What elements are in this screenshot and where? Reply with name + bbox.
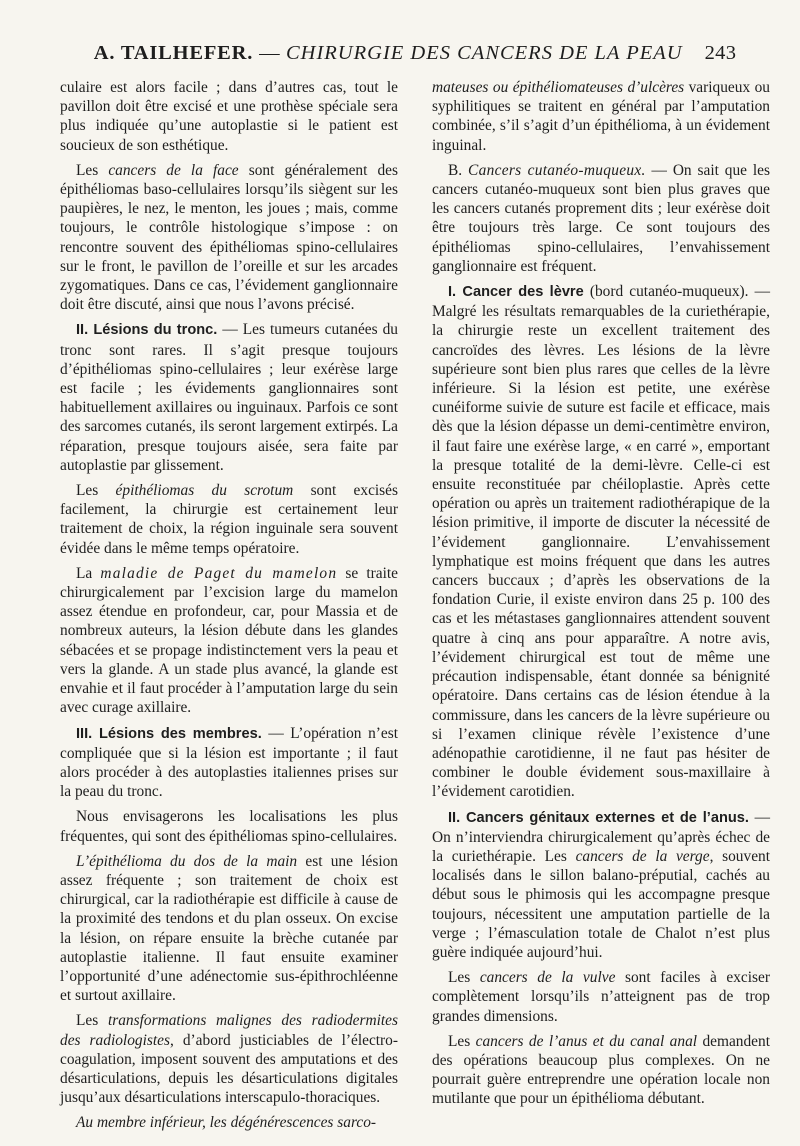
section-heading: III. Lésions des membres. xyxy=(76,725,262,742)
paragraph-text: , souvent localisés dans le sillon balano-préputial, cachés au début sous le phimosis qui les accompagne presque toujours, nécessitent une amputation partielle de la verge ; l’émasculation totale de Chalot n’est plus guère indiquée aujourd’hui. xyxy=(432,847,771,961)
section-lesions-tronc xyxy=(60,320,398,475)
paragraph-text: Les xyxy=(76,482,116,500)
paragraph-text: variqueux ou syphilitiques se traitent en général par l’amputation combinée, s’il s’agit d’un épithélioma, à un évidement inguinal. xyxy=(432,79,770,154)
section-label: B. xyxy=(448,161,469,179)
paragraph-text: se traite chirurgicalement par l’excision large du mamelon assez étendue en profondeur, car, pour Massia et de nombreux auteurs, la lésion débute dans les glandes sébacées et se propage indistinctement vers la peau et vers la glande. A un stade plus avancé, la glande est envahie et il faut procéder à l’amputation large du sein avec curage axillaire. xyxy=(60,564,398,717)
paragraph-continued xyxy=(432,78,770,155)
paragraph-scrotum xyxy=(60,481,398,558)
paragraph-text: culaire est alors facile ; dans d’autres cas, tout le pavillon doit être excisé et une prothèse spéciale sera plus indiquée qu’une autoplastie si le patient est soucieux de son esthétique. xyxy=(60,79,398,154)
section-heading: Cancers cutanéo-muqueux. xyxy=(468,161,646,179)
paragraph xyxy=(60,78,398,155)
italic-term: Au membre inférieur, les dégénérescences sarco- xyxy=(76,1114,377,1132)
left-column xyxy=(60,78,398,1139)
italic-term: cancers de la face xyxy=(108,161,239,179)
paragraph-text: — On sait que les cancers cutanéo-muqueux sont bien plus graves que les cancers cutanés proprement dits ; leur exérèse doit être toujours très large. Ce sont toujours des épithéliomas spino-cellulaires, l’envahissement ganglionnaire est fréquent. xyxy=(432,161,770,275)
paragraph-text: — L’opération n’est compliquée que si la lésion est importante ; il faut alors procéder à des autoplasties italiennes prises sur la peau du tronc. xyxy=(60,724,398,801)
section-cancers-cutaneo-muqueux xyxy=(432,161,770,276)
paragraph-text: demandent des opérations beaucoup plus complexes. On ne pourrait guère entreprendre une opération locale non mutilante que pour un épithélioma débutant. xyxy=(432,1032,770,1108)
running-head-separator: — xyxy=(259,42,280,64)
paragraph-dos-main xyxy=(60,852,398,1006)
section-cancer-levre xyxy=(432,282,770,801)
paragraph-text: Les xyxy=(76,1012,108,1030)
running-head xyxy=(60,42,770,70)
paragraph-cancers-face xyxy=(60,161,398,315)
paragraph-text: sont excisés facilement, la chirurgie est certainement leur traitement de choix, la région inguinale sera souvent évidée dans le même temps opératoire. xyxy=(60,482,398,557)
italic-term: mateuses ou épithéliomateuses d’ulcères xyxy=(432,79,685,96)
paragraph-text: est une lésion assez fréquente ; son traitement de choix est chirurgical, car la radiothérapie est difficile à cause de la proximité des tendons et du plan osseux. On excise la lésion, on répare ensuite la brèche cutanée par autoplastie italienne. Il faut ensuite examiner l’opportunité d’une adénectomie sus-épithrochléenne et surtout axillaire. xyxy=(60,852,398,1005)
section-lesions-membres xyxy=(60,724,398,802)
running-head-title: CHIRURGIE DES CANCERS DE LA PEAU xyxy=(285,42,683,64)
italic-term: cancers de la vulve xyxy=(479,969,616,987)
italic-term: maladie de Paget du mamelon xyxy=(100,564,338,582)
section-heading: II. Cancers génitaux externes et de l’anus. xyxy=(448,809,749,826)
paragraph xyxy=(60,807,398,845)
paragraph-text: Les xyxy=(448,1032,476,1050)
section-cancers-genitaux xyxy=(432,808,770,963)
paragraph-text: — Les tumeurs cutanées du tronc sont rares. Il s’agit presque toujours d’épithéliomas spino-cellulaires ; leur exérèse large est facile ; les évidements ganglionnaires sont habituellement axillaires ou inguinaux. Parfois ce sont des sarcomes cutanés, ils seront largement extirpés. La réparation, presque toujours aisée, sera faite par autoplastie par glissement. xyxy=(60,321,399,474)
paragraph-vulve xyxy=(432,968,770,1026)
text-columns xyxy=(60,78,770,1139)
italic-term: épithéliomas du scrotum xyxy=(115,482,294,500)
paragraph-anus xyxy=(432,1032,770,1109)
paragraph-text: La xyxy=(76,564,101,582)
italic-term: transformations malignes des radiodermites des radiologistes xyxy=(60,1012,398,1049)
page-number: 243 xyxy=(704,42,737,64)
paragraph-text: Nous envisagerons les localisations les plus fréquentes, qui sont des épithéliomas spino-cellulaires. xyxy=(60,808,398,845)
paragraph-text: (bord cutanéo-muqueux). — Malgré les résultats remarquables de la curiethérapie, la chirurgie reste un excellent traitement des cancroïdes des lèvres. Les lésions de la lèvre supérieure sont bien plus rares que celles de la lèvre inférieure. Si la lésion est petite, une exérèse cunéiforme suivie de suture est facile et efficace, mais dès que la lésion dépasse un demi-centimètre environ, il faut faire une exérèse large, « en carré », emportant la presque totalité de la demi-lèvre. Celle-ci est ensuite reconstituée par chéiloplastie. Après cette opération ou après un traitement radiothérapique de la lésion primitive, il importe de discuter la nécessité de l’évidement ganglionnaire. L’envahissement lymphatique est moins fréquent que dans les autres cancers buccaux ; d’après les observations de la fondation Curie, il existe environ dans 25 p. 100 des cas et les métastases ganglionnaires attendent souvent quatre à cinq ans pour apparaître. A notre avis, l’évidement chirurgical est tout de même une précaution indispensable, étant donnée sa bénignité opératoire. Dans certains cas de lésion étendue à la commissure, dans les cancers de la lèvre supérieure ou si l’examen clinique révèle l’existence d’une adénopathie carotidienne, il ne faut pas hésiter de combiner le double évidement sous-maxillaire à l’évidement carotidien. xyxy=(432,283,770,801)
paragraph-text: Les xyxy=(76,161,109,179)
right-column xyxy=(432,78,770,1139)
section-heading: I. Cancer des lèvre xyxy=(448,284,584,301)
paragraph-text: — On n’interviendra chirurgicalement qu’après échec de la curiethérapie. Les xyxy=(432,808,770,865)
italic-term: L’épithélioma du dos de la main xyxy=(76,852,298,870)
italic-term: cancers de l’anus et du canal anal xyxy=(475,1032,698,1050)
paragraph-radiodermites xyxy=(60,1011,398,1107)
section-heading: II. Lésions du tronc. xyxy=(76,322,218,339)
paragraph-text: sont faciles à exciser complètement lorsqu’ils n’atteignent pas de trop grandes dimensions. xyxy=(432,969,770,1025)
running-head-author: A. TAILHEFER. xyxy=(93,42,254,64)
paragraph-text: Les xyxy=(448,969,480,987)
paragraph-paget xyxy=(60,564,398,718)
italic-term: cancers de la verge xyxy=(575,847,710,865)
paragraph-membre-inferieur xyxy=(60,1113,398,1132)
paragraph-text: sont généralement des épithéliomas baso-cellulaires lorsqu’ils siègent sur les paupières, le nez, le menton, les joues ; mais, comme toujours, le contrôle histologique s’impose : on rencontre souvent des épithéliomas spino-cellulaires sur le front, le pavillon de l’oreille et sur les arcades zygomatiques. Dans ce cas, l’évidement ganglionnaire doit être discuté, ainsi que nous l’avons précisé. xyxy=(60,161,398,314)
paragraph-text: , d’abord justiciables de l’électro-coagulation, imposent souvent des amputations et des désarticulations, depuis les désarticulations digitales jusqu’aux désarticulations interscapulo-thoraciques. xyxy=(60,1031,399,1107)
